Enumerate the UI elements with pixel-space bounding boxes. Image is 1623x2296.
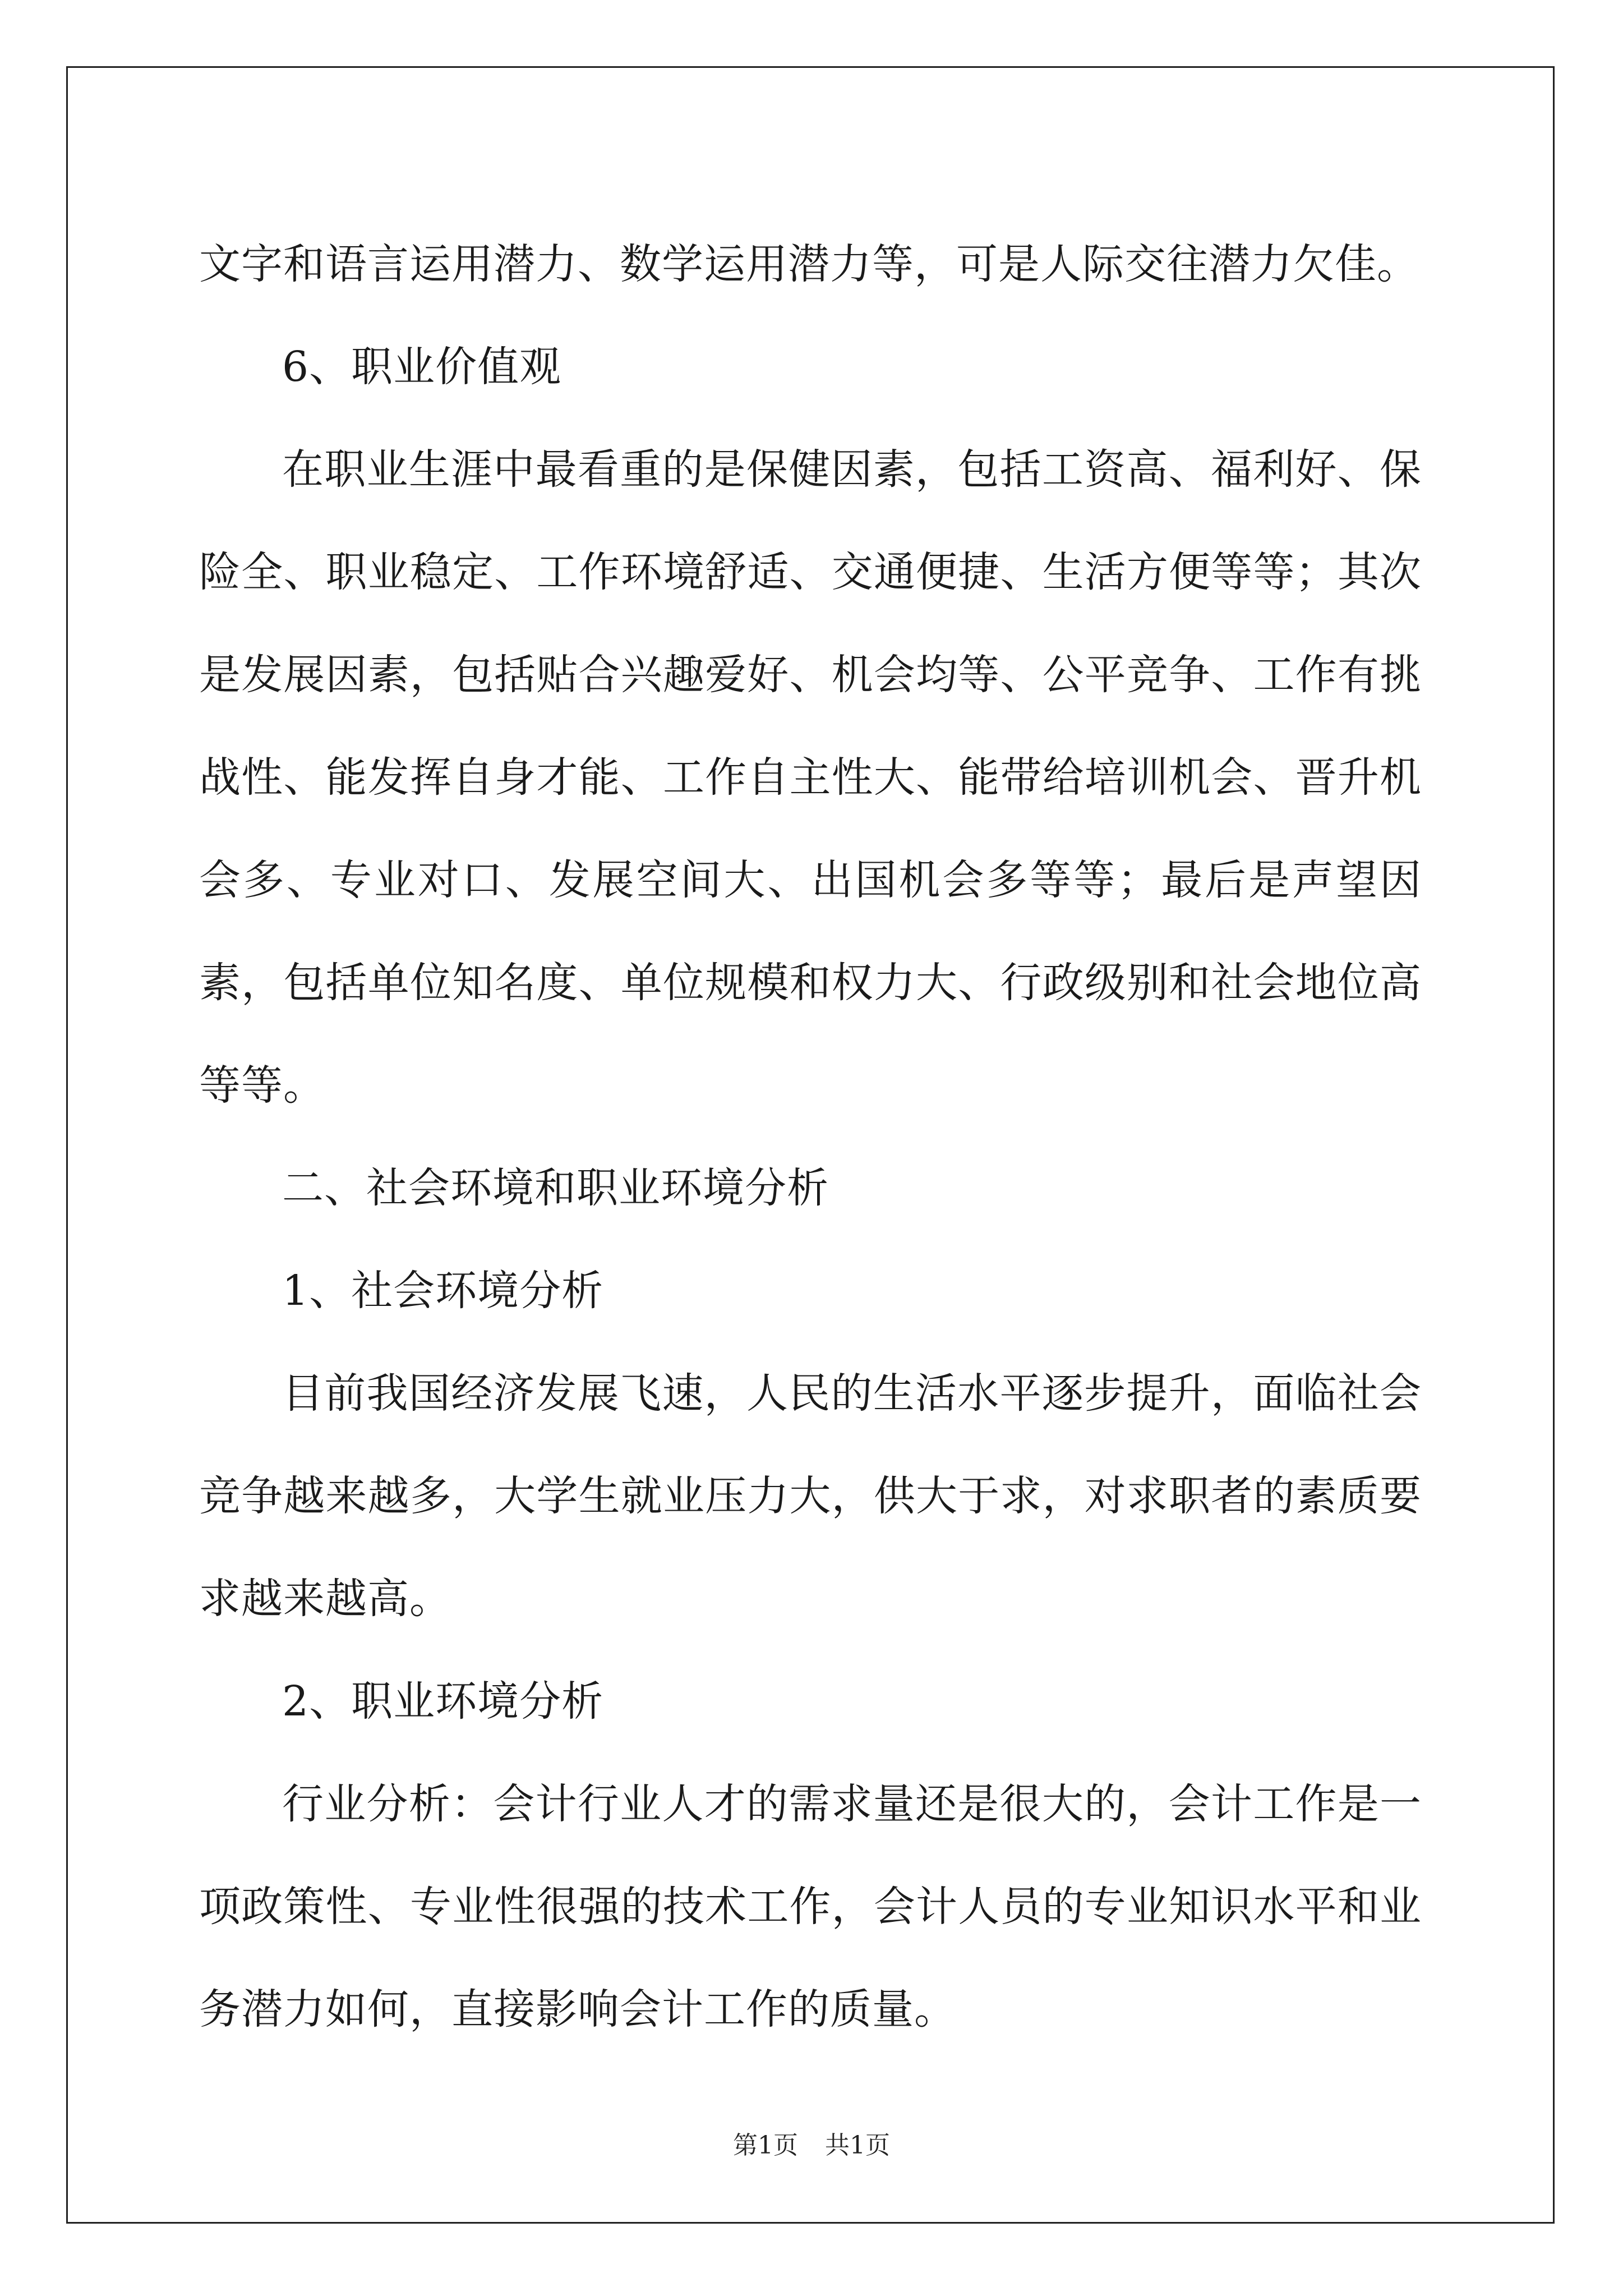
document-body	[199, 213, 1422, 2061]
paragraph-ability-summary: 文字和语言运用潜力、数学运用潜力等，可是人际交往潜力欠佳。	[199, 240, 1419, 288]
paragraph-career-values: 在职业生涯中最看重的是保健因素，包括工资高、福利好、保险全、职业稳定、工作环境舒适、交通便捷、生活方便等等；其次是发展因素，包括贴合兴趣爱好、机会均等、公平竞争、工作有挑战性、能发挥自身才能、工作自主性大、能带给培训机会、晋升机会多、专业对口、发展空间大、出国机会多等等；最后是声望因素，包括单位知名度、单位规模和权力大、行政级别和社会地位高等等。	[199, 445, 1422, 1110]
heading-environment-analysis: 二、社会环境和职业环境分析	[282, 1164, 829, 1212]
page-footer	[0, 2129, 1623, 2162]
heading-social-environment: 1、社会环境分析	[282, 1267, 604, 1315]
page-number: 第1页	[733, 2131, 798, 2160]
paragraph-industry-analysis: 行业分析：会计行业人才的需求量还是很大的，会计工作是一项政策性、专业性很强的技术工作，会计人员的专业知识水平和业务潜力如何，直接影响会计工作的质量。	[199, 1780, 1422, 2033]
heading-career-values: 6、职业价值观	[282, 343, 562, 391]
page-total: 共1页	[825, 2131, 890, 2160]
paragraph-social-environment: 目前我国经济发展飞速，人民的生活水平逐步提升，面临社会竞争越来越多，大学生就业压力大，供大于求，对求职者的素质要求越来越高。	[199, 1369, 1422, 1623]
heading-career-environment: 2、职业环境分析	[282, 1677, 604, 1726]
